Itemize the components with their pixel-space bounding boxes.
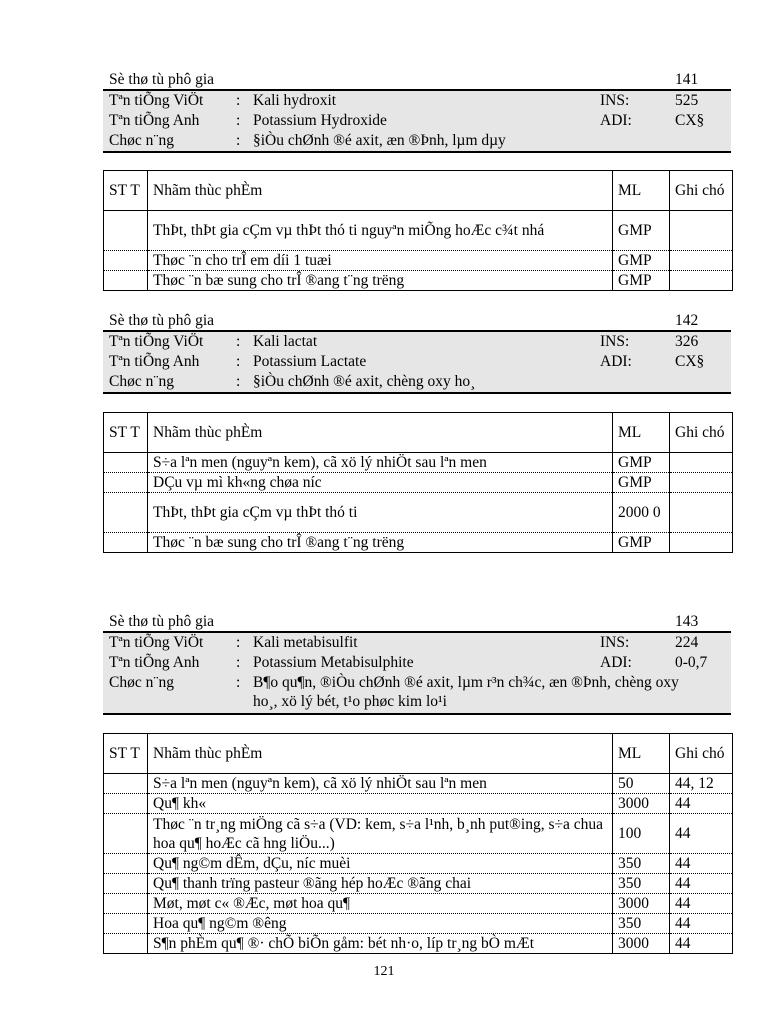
additive-number-label: Sè thø tù phô gia	[109, 312, 215, 329]
vietnamese-name-row	[103, 633, 731, 653]
ins-value: 326	[675, 333, 699, 350]
note-cell	[670, 453, 733, 473]
note-cell: 44	[670, 874, 733, 894]
vietnamese-name-label: Tªn tiÕng ViÖt	[109, 333, 204, 350]
function-label: Chøc n¨ng	[109, 132, 175, 149]
english-name: Potassium Metabisulphite	[253, 654, 414, 671]
vietnamese-name: Kali lactat	[253, 333, 318, 350]
english-name-label: Tªn tiÕng Anh	[109, 112, 200, 129]
stt-cell	[104, 774, 148, 794]
english-name-row	[103, 352, 731, 372]
col-header-food-group: Nhãm thùc phÈm	[148, 734, 613, 774]
ml-cell: 50	[613, 774, 670, 794]
col-header-ml: ML	[613, 171, 670, 211]
ml-cell: GMP	[613, 271, 670, 291]
additive-info-143	[103, 633, 731, 715]
english-name-row	[103, 653, 731, 673]
table-row	[104, 493, 733, 533]
function-value: B¶o qu¶n, ®iÒu chØnh ®é axit, lµm r³n ch¾c, æn ®Þnh, chèng oxy ho¸, xö lý bét, t¹o phøc kim lo¹i	[253, 674, 679, 710]
col-header-note: Ghi chó	[670, 734, 733, 774]
note-cell	[670, 533, 733, 553]
ins-value: 525	[675, 92, 699, 109]
stt-cell	[104, 473, 148, 493]
ml-cell: GMP	[613, 211, 670, 251]
colon: :	[236, 634, 241, 651]
adi-value: 0-0,7	[675, 654, 708, 671]
stt-cell	[104, 894, 148, 914]
colon: :	[236, 92, 241, 109]
col-header-note: Ghi chó	[670, 413, 733, 453]
food-group-cell: Møt, møt c« ®Æc, møt hoa qu¶	[148, 894, 613, 914]
note-cell: 44	[670, 894, 733, 914]
additive-number: 141	[675, 71, 699, 88]
stt-cell	[104, 251, 148, 271]
table-header-row	[104, 171, 733, 211]
note-cell	[670, 211, 733, 251]
additive-number: 143	[675, 613, 699, 630]
english-name-row	[103, 111, 731, 131]
colon: :	[236, 654, 241, 671]
vietnamese-name: Kali hydroxit	[253, 92, 337, 109]
adi-value: CX§	[675, 353, 705, 370]
note-cell	[670, 473, 733, 493]
function-row	[103, 131, 731, 151]
food-group-cell: Hoa qu¶ ng©m ®êng	[148, 914, 613, 934]
vietnamese-name-row	[103, 332, 731, 352]
table-row	[104, 894, 733, 914]
english-name: Potassium Hydroxide	[253, 112, 387, 129]
table-row	[104, 271, 733, 291]
colon: :	[236, 373, 241, 390]
page-number: 121	[373, 964, 395, 979]
col-header-note: Ghi chó	[670, 171, 733, 211]
food-table-143	[103, 733, 733, 954]
table-header-row	[104, 413, 733, 453]
table-row	[104, 453, 733, 473]
stt-cell	[104, 453, 148, 473]
colon: :	[236, 674, 241, 691]
food-group-cell: Thøc ¨n bæ sung cho trÎ ®ang t¨ng trëng	[148, 533, 613, 553]
ml-cell: 100	[613, 814, 670, 854]
food-group-cell: ThÞt, thÞt gia cÇm vµ thÞt thó ti	[148, 493, 613, 533]
english-name-label: Tªn tiÕng Anh	[109, 353, 200, 370]
table-row	[104, 794, 733, 814]
colon: :	[236, 353, 241, 370]
note-cell: 44	[670, 934, 733, 954]
ml-cell: 3000	[613, 894, 670, 914]
adi-label: ADI:	[600, 353, 632, 370]
note-cell: 44, 12	[670, 774, 733, 794]
function-label: Chøc n¨ng	[109, 674, 175, 691]
function-value: §iÒu chØnh ®é axit, æn ®Þnh, lµm dµy	[253, 132, 506, 149]
col-header-food-group: Nhãm thùc phÈm	[148, 171, 613, 211]
function-label: Chøc n¨ng	[109, 373, 175, 390]
food-group-cell: ThÞt, thÞt gia cÇm vµ thÞt thó ti nguyªn miÕng hoÆc c¾t nhá	[148, 211, 613, 251]
stt-cell	[104, 493, 148, 533]
note-cell: 44	[670, 914, 733, 934]
ins-label: INS:	[600, 634, 630, 651]
ins-label: INS:	[600, 92, 630, 109]
adi-label: ADI:	[600, 112, 632, 129]
food-group-cell: Thøc ¨n tr¸ng miÖng cã s÷a (VD: kem, s÷a l¹nh, b¸nh put®ing, s÷a chua hoa qu¶ hoÆc cã hng liÖu...)	[148, 814, 613, 854]
food-table-142	[103, 412, 733, 553]
function-value: §iÒu chØnh ®é axit, chèng oxy ho¸	[253, 373, 476, 390]
note-cell: 44	[670, 854, 733, 874]
additive-header-141	[103, 69, 731, 153]
food-group-cell: S¶n phÈm qu¶ ®· chÕ biÕn gåm: bét nh·o, líp tr¸ng bÒ mÆt	[148, 934, 613, 954]
col-header-ml: ML	[613, 734, 670, 774]
col-header-food-group: Nhãm thùc phÈm	[148, 413, 613, 453]
ml-cell: 350	[613, 914, 670, 934]
stt-cell	[104, 854, 148, 874]
ml-cell: GMP	[613, 533, 670, 553]
table-row	[104, 473, 733, 493]
table-header-row	[104, 734, 733, 774]
col-header-ml: ML	[613, 413, 670, 453]
food-group-cell: Qu¶ kh«	[148, 794, 613, 814]
vietnamese-name-row	[103, 91, 731, 111]
english-name: Potassium Lactate	[253, 353, 367, 370]
col-header-stt: ST T	[104, 734, 148, 774]
stt-cell	[104, 211, 148, 251]
additive-number-row	[103, 611, 731, 633]
stt-cell	[104, 794, 148, 814]
stt-cell	[104, 934, 148, 954]
english-name-label: Tªn tiÕng Anh	[109, 654, 200, 671]
stt-cell	[104, 814, 148, 854]
food-group-cell: S÷a lªn men (nguyªn kem), cã xö lý nhiÖt sau lªn men	[148, 453, 613, 473]
stt-cell	[104, 914, 148, 934]
table-row	[104, 874, 733, 894]
table-row	[104, 533, 733, 553]
colon: :	[236, 333, 241, 350]
col-header-stt: ST T	[104, 171, 148, 211]
note-cell	[670, 493, 733, 533]
vietnamese-name: Kali metabisulfit	[253, 634, 358, 651]
additive-info-142	[103, 332, 731, 394]
ml-cell: GMP	[613, 251, 670, 271]
note-cell	[670, 271, 733, 291]
table-row	[104, 211, 733, 251]
adi-value: CX§	[675, 112, 705, 129]
ins-label: INS:	[600, 333, 630, 350]
additive-header-142	[103, 310, 731, 394]
vietnamese-name-label: Tªn tiÕng ViÖt	[109, 634, 204, 651]
adi-label: ADI:	[600, 654, 632, 671]
col-header-stt: ST T	[104, 413, 148, 453]
additive-header-143	[103, 611, 731, 715]
food-group-cell: Thøc ¨n bæ sung cho trÎ ®ang t¨ng trëng	[148, 271, 613, 291]
stt-cell	[104, 533, 148, 553]
food-group-cell: S÷a lªn men (nguyªn kem), cã xö lý nhiÖt sau lªn men	[148, 774, 613, 794]
additive-number-label: Sè thø tù phô gia	[109, 613, 215, 630]
colon: :	[236, 132, 241, 149]
food-group-cell: Qu¶ thanh trïng pasteur ®ãng hép hoÆc ®ãng chai	[148, 874, 613, 894]
table-row	[104, 774, 733, 794]
table-row	[104, 914, 733, 934]
food-group-cell: DÇu vµ mì kh«ng chøa níc	[148, 473, 613, 493]
additive-info-141	[103, 91, 731, 153]
stt-cell	[104, 874, 148, 894]
note-cell: 44	[670, 814, 733, 854]
ml-cell: 3000	[613, 794, 670, 814]
food-group-cell: Thøc ¨n cho trÎ em díi 1 tuæi	[148, 251, 613, 271]
stt-cell	[104, 271, 148, 291]
ins-value: 224	[675, 634, 699, 651]
function-row	[103, 372, 731, 392]
food-table-141	[103, 170, 733, 291]
ml-cell: 2000 0	[613, 493, 670, 533]
ml-cell: 3000	[613, 934, 670, 954]
additive-number-row	[103, 310, 731, 332]
table-row	[104, 251, 733, 271]
additive-number-label: Sè thø tù phô gia	[109, 71, 215, 88]
ml-cell: GMP	[613, 453, 670, 473]
note-cell: 44	[670, 794, 733, 814]
ml-cell: 350	[613, 854, 670, 874]
ml-cell: GMP	[613, 473, 670, 493]
additive-number: 142	[675, 312, 699, 329]
table-row	[104, 934, 733, 954]
ml-cell: 350	[613, 874, 670, 894]
table-row	[104, 814, 733, 854]
table-row	[104, 854, 733, 874]
note-cell	[670, 251, 733, 271]
colon: :	[236, 112, 241, 129]
vietnamese-name-label: Tªn tiÕng ViÖt	[109, 92, 204, 109]
additive-number-row	[103, 69, 731, 91]
function-row	[103, 673, 731, 713]
food-group-cell: Qu¶ ng©m dÊm, dÇu, níc muèi	[148, 854, 613, 874]
